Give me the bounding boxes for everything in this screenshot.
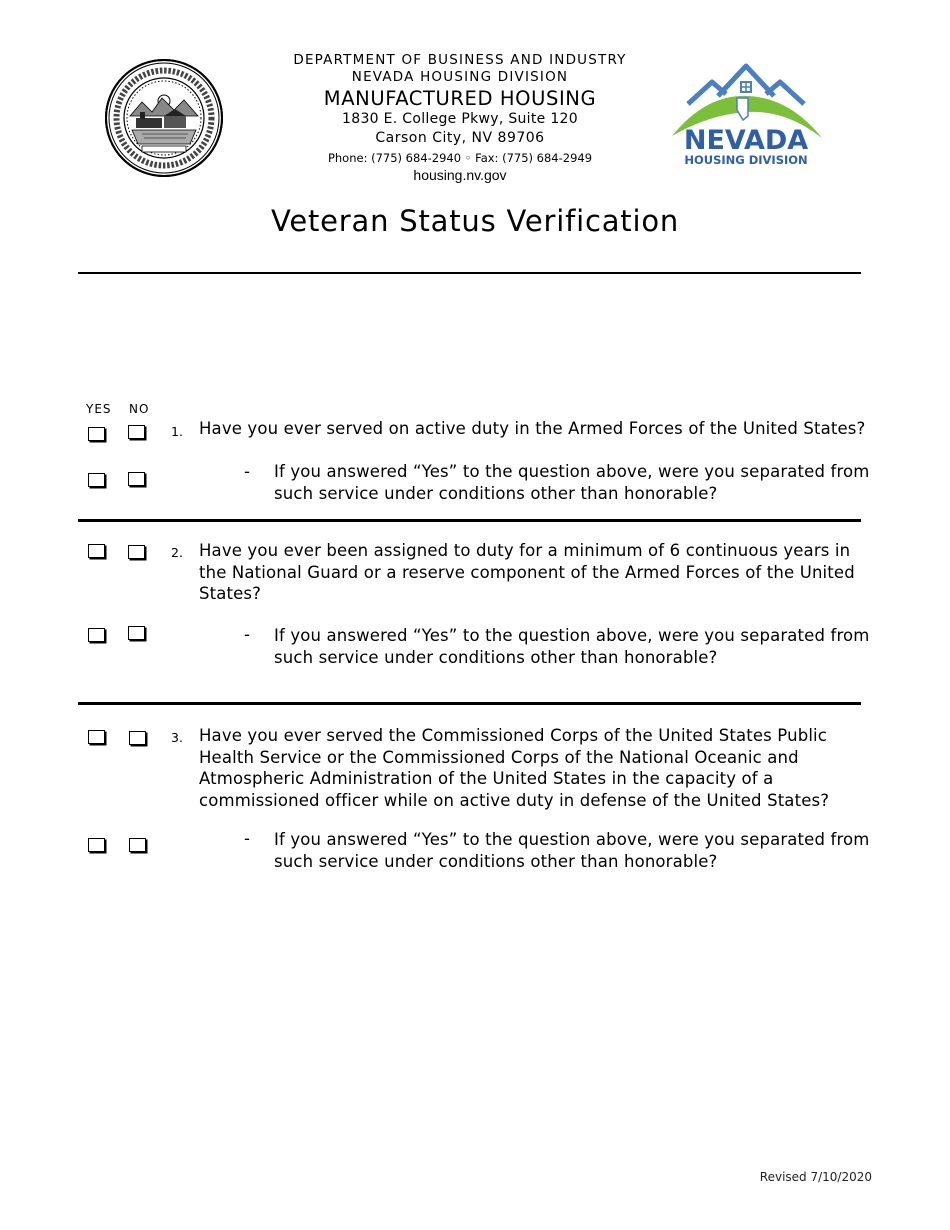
logo-subtitle: HOUSING DIVISION xyxy=(684,153,808,167)
q1-followup-dash: - xyxy=(244,462,250,481)
department-name: DEPARTMENT OF BUSINESS AND INDUSTRY xyxy=(293,52,627,68)
q3-followup-text: If you answered “Yes” to the question above, were you separated from such service under conditions other than honorable? xyxy=(274,830,870,871)
q3-followup-dash: - xyxy=(244,829,250,848)
q1-followup-no-checkbox[interactable] xyxy=(128,472,145,486)
q1-no-checkbox[interactable] xyxy=(128,425,145,439)
section-divider-1 xyxy=(78,519,861,522)
website-link[interactable]: housing.nv.gov xyxy=(413,167,507,183)
phone-fax: Phone: (775) 684-2940 ◦ Fax: (775) 684-2949 xyxy=(327,151,593,165)
q2-yes-checkbox[interactable] xyxy=(88,544,105,558)
nevada-housing-division-logo xyxy=(666,60,826,172)
program-name: MANUFACTURED HOUSING xyxy=(323,87,597,110)
q3-number: 3. xyxy=(171,730,183,745)
yes-column-header: YES xyxy=(86,402,112,416)
logo-word: NEVADA xyxy=(683,125,809,156)
q2-followup-no-checkbox[interactable] xyxy=(128,626,145,640)
q1-text: Have you ever served on active duty in the Armed Forces of the United States? xyxy=(199,419,866,438)
q3-followup-no-checkbox[interactable] xyxy=(129,838,146,852)
document-title: Veteran Status Verification xyxy=(270,204,680,238)
q1-followup-text: If you answered “Yes” to the question above, were you separated from such service under conditions other than honorable? xyxy=(274,462,870,503)
q3-text: Have you ever served the Commissioned Corps of the United States Public Health Service or the Commissioned Corps of the National Oceanic and Atmospheric Administration of the United States in the capacity of a commissioned officer while on active duty in defense of the United States? xyxy=(199,726,830,810)
q1-yes-checkbox[interactable] xyxy=(88,427,105,441)
q2-no-checkbox[interactable] xyxy=(128,545,145,559)
q1-number: 1. xyxy=(171,424,183,439)
q3-followup-yes-checkbox[interactable] xyxy=(88,838,105,852)
no-column-header: NO xyxy=(129,402,150,416)
nevada-state-seal xyxy=(102,58,226,178)
q2-text: Have you ever been assigned to duty for a minimum of 6 continuous years in the National Guard or a reserve component of the Armed Forces of the United States? xyxy=(199,541,855,603)
q3-no-checkbox[interactable] xyxy=(129,731,146,745)
section-divider-2 xyxy=(78,702,861,705)
q3-yes-checkbox[interactable] xyxy=(88,730,105,744)
q2-followup-text: If you answered “Yes” to the question above, were you separated from such service under conditions other than honorable? xyxy=(274,626,870,667)
street-address: 1830 E. College Pkwy, Suite 120 xyxy=(342,111,578,127)
q2-followup-yes-checkbox[interactable] xyxy=(88,628,105,642)
division-name: NEVADA HOUSING DIVISION xyxy=(351,69,569,85)
city-address: Carson City, NV 89706 xyxy=(375,130,545,146)
q1-followup-yes-checkbox[interactable] xyxy=(88,473,105,487)
q2-number: 2. xyxy=(171,545,183,560)
title-divider xyxy=(78,272,861,274)
revision-date: Revised 7/10/2020 xyxy=(759,1170,872,1184)
q2-followup-dash: - xyxy=(244,625,250,644)
